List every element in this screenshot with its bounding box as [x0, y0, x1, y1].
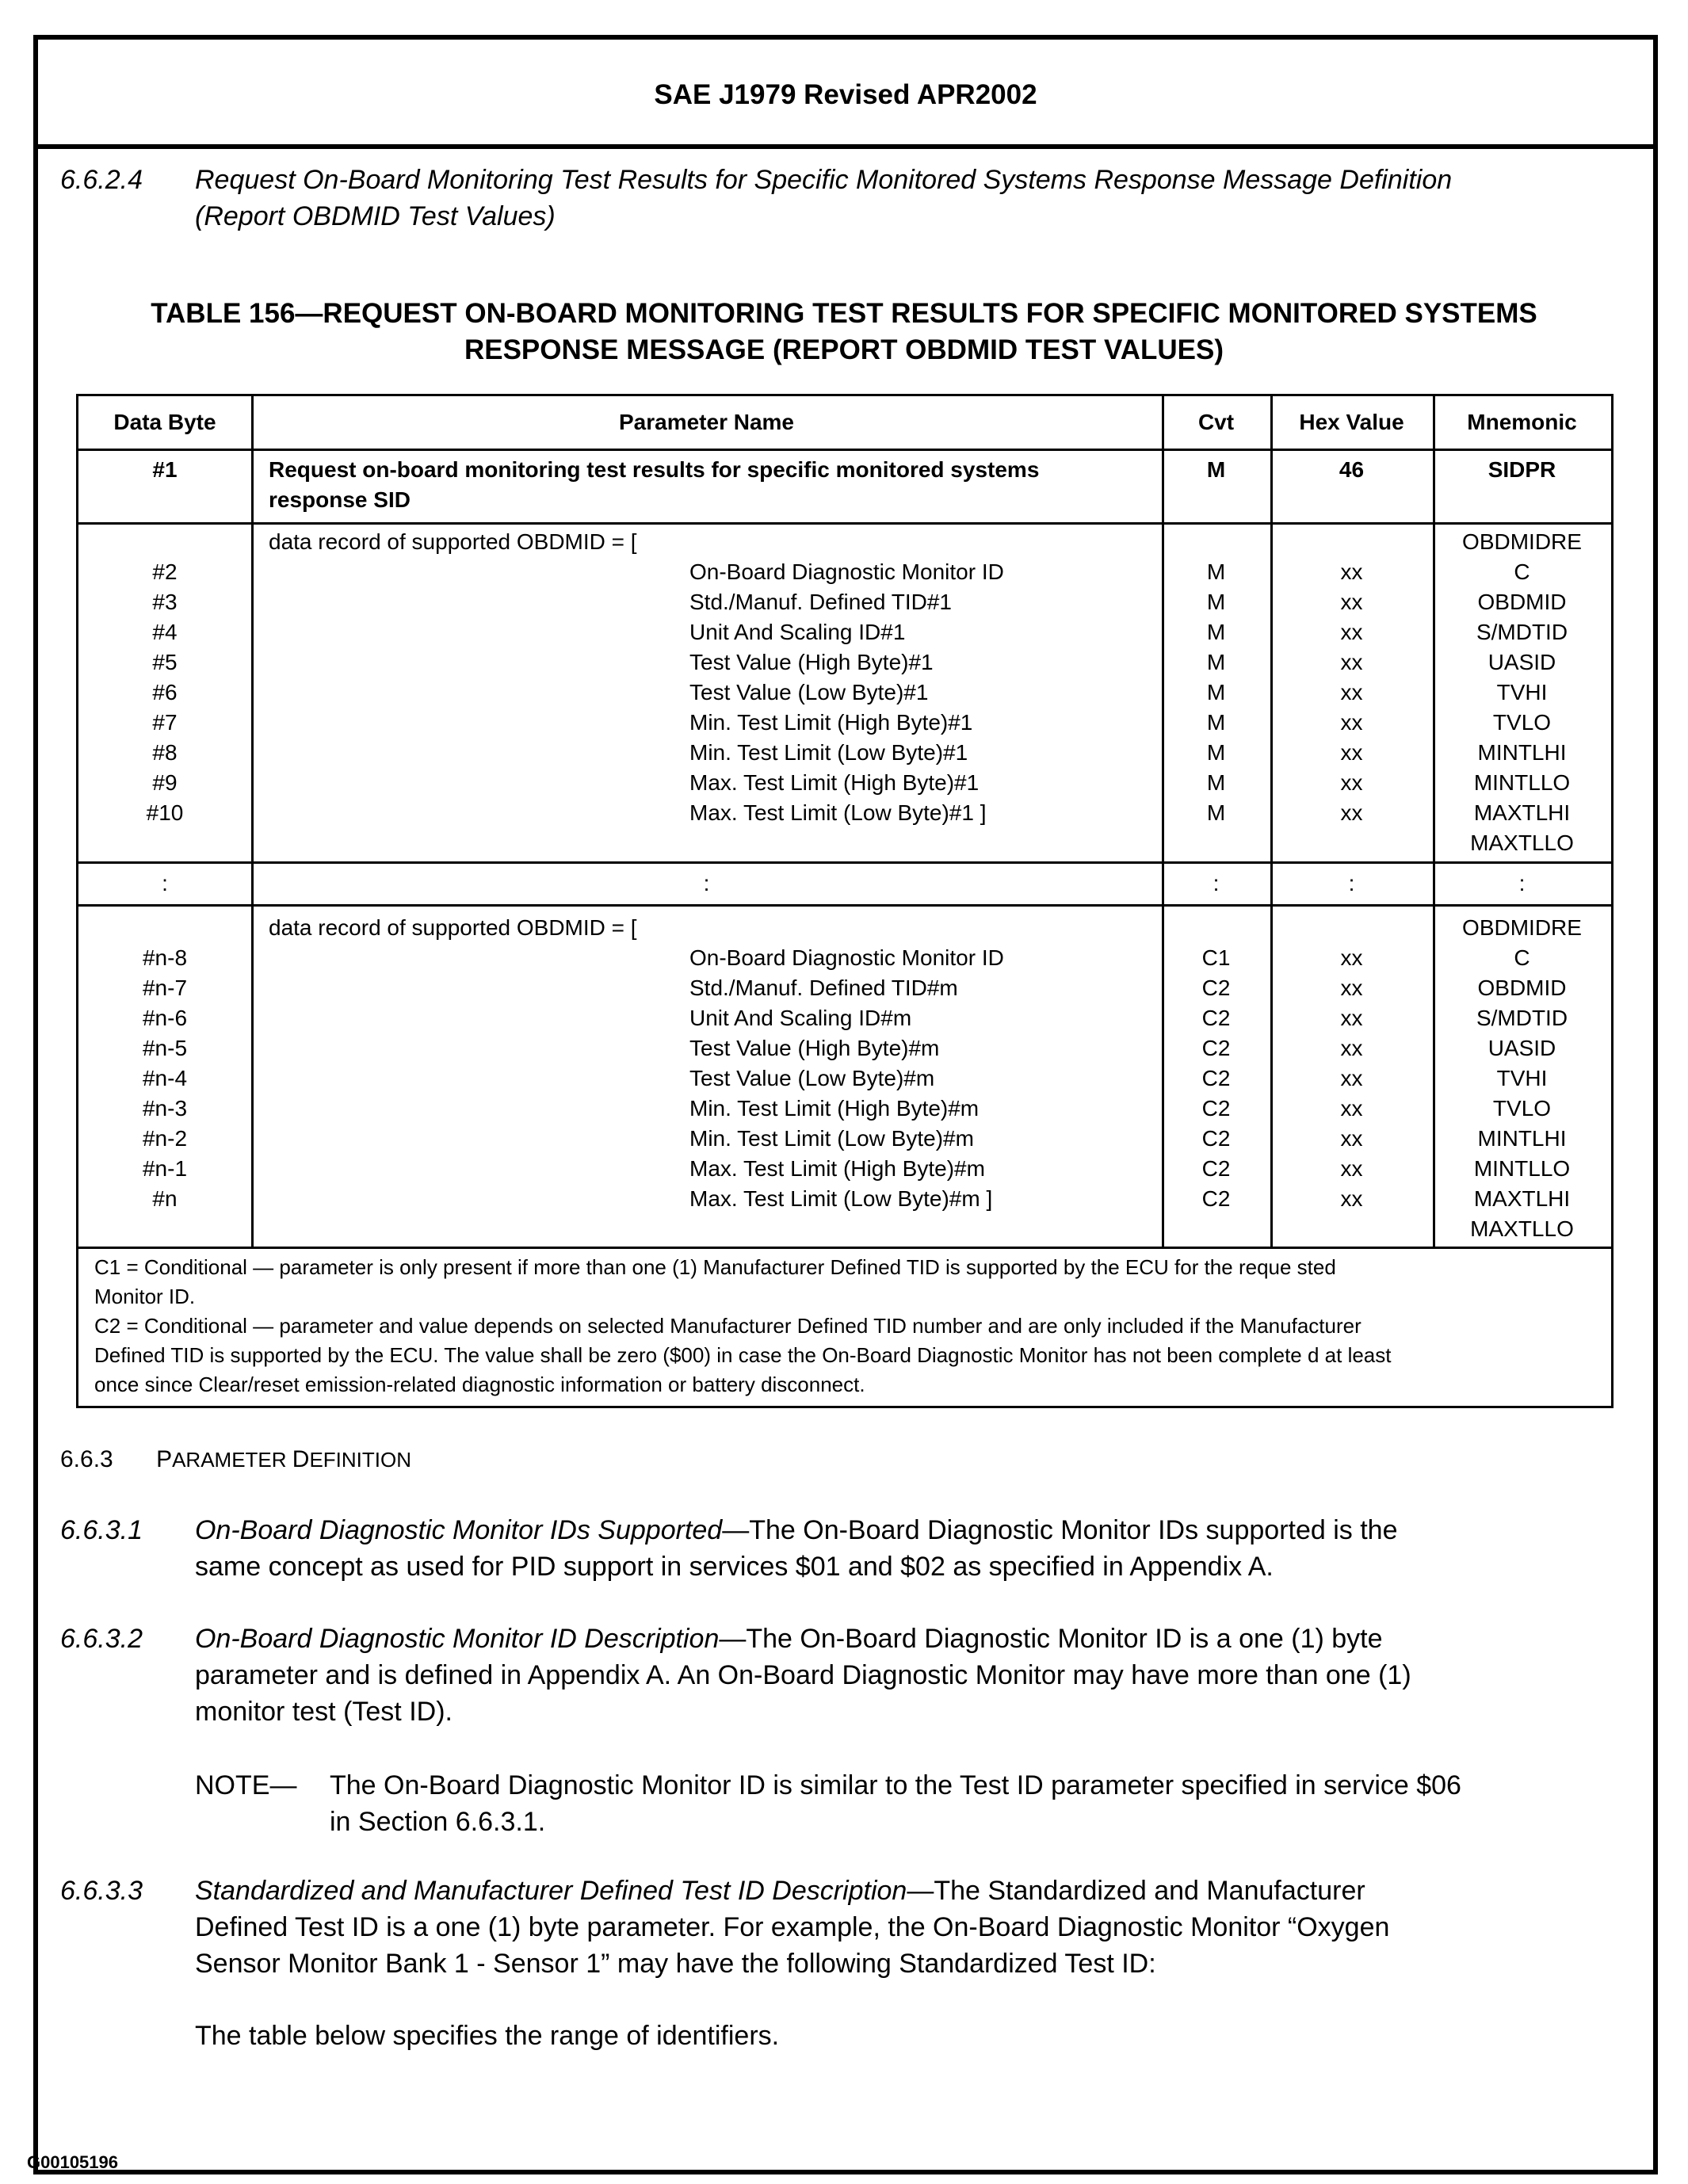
group1-hexes [1270, 557, 1433, 828]
column-header-mnemonic: Mnemonic [1467, 410, 1577, 434]
row1-mnemonic: SIDPR [1488, 457, 1556, 482]
table-cell: Min. Test Limit (High Byte)#1 [689, 710, 973, 735]
row-divider [78, 861, 1611, 864]
table-cell: xx [1340, 1156, 1363, 1181]
table-cell: Max. Test Limit (Low Byte)#1 ] [689, 800, 987, 825]
table-cell: C2 [1201, 1156, 1231, 1181]
table-cell: OBDMID [1477, 976, 1567, 1000]
table-cell: #5 [152, 650, 178, 674]
group1-mnemonics [1433, 527, 1611, 858]
section-number-6-6-2-4: 6.6.2.4 [60, 165, 143, 195]
row1-hex: 46 [1339, 457, 1365, 482]
table-cell: Test Value (Low Byte)#m [689, 1066, 935, 1090]
heading-letter: D [292, 1446, 310, 1472]
table-cell: #n-7 [142, 976, 188, 1000]
table-cell: xx [1340, 680, 1363, 704]
table-cell: xx [1340, 1126, 1363, 1151]
table-cell: Unit And Scaling ID#1 [689, 620, 906, 644]
table-cell: MINTLLO [1473, 770, 1571, 795]
section-number: 6.6.3 [60, 1446, 113, 1472]
header-band [38, 40, 1653, 149]
table-cell: M [1206, 650, 1226, 674]
table-cell: #6 [152, 680, 178, 704]
paragraph-6-6-3-1 [195, 1512, 1606, 1585]
table-cell: UASID [1488, 650, 1556, 674]
note-line: once since Clear/reset emission-related diagnostic information or battery disconnect. [94, 1373, 865, 1396]
table-cell: #3 [152, 590, 178, 614]
table-cell: MINTLHI [1477, 1126, 1567, 1151]
note-line: Monitor ID. [94, 1285, 196, 1308]
table-cell: MAXTLLO [1470, 1216, 1574, 1241]
section-number-6-6-3-1: 6.6.3.1 [60, 1515, 143, 1545]
document-code: G00105196 [27, 2152, 118, 2172]
group2-mnemonics [1433, 913, 1611, 1244]
row-divider [78, 522, 1611, 525]
row1-parameter-line: Request on-board monitoring test results for specific monitored systems [269, 457, 1040, 482]
group1-cvts [1162, 557, 1270, 828]
table-cell: Min. Test Limit (High Byte)#m [689, 1096, 980, 1121]
column-header-data-byte: Data Byte [113, 410, 216, 434]
table-cell: TVHI [1496, 1066, 1548, 1090]
table-cell: M [1206, 740, 1226, 765]
paragraph-line: parameter and is defined in Appendix A. An On-Board Diagnostic Monitor may have more than one (1) [195, 1660, 1411, 1690]
table-cell: #8 [152, 740, 178, 765]
table-title [79, 296, 1609, 368]
row1-byte: #1 [152, 457, 178, 482]
paragraph-line [195, 1873, 1606, 1909]
table-cell: C2 [1201, 1066, 1231, 1090]
row1-cvt: M [1206, 457, 1226, 482]
table-cell: TVHI [1496, 680, 1548, 704]
section-title-line: (Report OBDMID Test Values) [195, 201, 556, 231]
heading-smallcaps: EFINITION [309, 1448, 412, 1472]
row1-parameter-line: response SID [269, 487, 411, 512]
table-cell: xx [1340, 800, 1363, 825]
column-header-hex-value: Hex Value [1299, 410, 1404, 434]
section-title-6-6-2-4 [195, 162, 1606, 235]
table-cell: Test Value (High Byte)#m [689, 1036, 940, 1060]
table-cell: #n-2 [142, 1126, 188, 1151]
document-title: SAE J1979 Revised APR2002 [654, 79, 1037, 110]
heading-letter: P [156, 1446, 173, 1472]
table-cell: TVLO [1492, 1096, 1552, 1121]
obdmid-table [76, 394, 1614, 1408]
table-cell: C2 [1201, 1126, 1231, 1151]
table-cell: C1 [1201, 945, 1231, 970]
group2-intro: data record of supported OBDMID = [ [269, 915, 637, 940]
table-cell: C2 [1201, 1096, 1231, 1121]
note-line: The On-Board Diagnostic Monitor ID is similar to the Test ID parameter specified in service $06 [330, 1770, 1461, 1800]
table-cell: xx [1340, 559, 1363, 584]
table-cell: M [1206, 770, 1226, 795]
table-cell: Min. Test Limit (Low Byte)#m [689, 1126, 974, 1151]
paragraph-text: —The Standardized and Manufacturer [907, 1876, 1365, 1906]
table-cell: Max. Test Limit (Low Byte)#m ] [689, 1186, 993, 1211]
group1-bytes [78, 557, 251, 828]
paragraph-title: On-Board Diagnostic Monitor ID Description [195, 1624, 720, 1654]
table-cell: OBDMID [1477, 590, 1567, 614]
group2-cvts [1162, 943, 1270, 1214]
group2-hexes [1270, 943, 1433, 1214]
table-cell: C2 [1201, 1006, 1231, 1030]
table-cell: On-Board Diagnostic Monitor ID [689, 945, 1004, 970]
column-header-cvt: Cvt [1197, 410, 1235, 434]
group2-names [689, 943, 1157, 1214]
note-line: Defined TID is supported by the ECU. The value shall be zero ($00) in case the On-Board Diagnostic Monitor has not been complete d at least [94, 1343, 1392, 1367]
table-cell: xx [1340, 976, 1363, 1000]
table-cell: #n-3 [142, 1096, 188, 1121]
table-cell: C [1514, 559, 1530, 584]
section-heading-6-6-3 [60, 1446, 411, 1473]
ellipsis-parameter: : [703, 871, 710, 895]
table-cell: MAXTLHI [1473, 1186, 1571, 1211]
paragraph-text: —The On-Board Diagnostic Monitor IDs supported is the [722, 1515, 1398, 1545]
table-cell: #n-8 [142, 945, 188, 970]
table-cell: Std./Manuf. Defined TID#1 [689, 590, 952, 614]
paragraph-6-6-3-3 [195, 1873, 1606, 1982]
table-cell: UASID [1488, 1036, 1556, 1060]
table-cell: #4 [152, 620, 178, 644]
table-cell: MAXTLLO [1470, 830, 1574, 855]
paragraph-6-6-3-2 [195, 1621, 1606, 1730]
section-title-line: Request On-Board Monitoring Test Results for Specific Monitored Systems Response Message Definition [195, 165, 1453, 195]
table-cell: M [1206, 710, 1226, 735]
paragraph-line [195, 1512, 1606, 1548]
table-cell: #n-1 [142, 1156, 188, 1181]
table-cell: M [1206, 559, 1226, 584]
note-line: C2 = Conditional — parameter and value depends on selected Manufacturer Defined TID number and are only included if the Manufacturer [94, 1314, 1361, 1338]
table-cell: OBDMIDRE [1462, 529, 1582, 554]
table-cell: #7 [152, 710, 178, 735]
table-cell: #n-5 [142, 1036, 188, 1060]
table-cell: #2 [152, 559, 178, 584]
row1-parameter [269, 455, 1148, 515]
table-cell: S/MDTID [1476, 1006, 1568, 1030]
row-divider [78, 1247, 1611, 1249]
table-cell: #9 [152, 770, 178, 795]
paragraph-title: On-Board Diagnostic Monitor IDs Supported [195, 1515, 723, 1545]
table-cell: xx [1340, 1186, 1363, 1211]
table-cell: Std./Manuf. Defined TID#m [689, 976, 958, 1000]
table-cell: xx [1340, 1006, 1363, 1030]
paragraph-line: Defined Test ID is a one (1) byte parameter. For example, the On-Board Diagnostic Monitor “Oxygen [195, 1912, 1390, 1942]
table-cell: C [1514, 945, 1530, 970]
table-cell: Max. Test Limit (High Byte)#m [689, 1156, 985, 1181]
table-cell: Unit And Scaling ID#m [689, 1006, 912, 1030]
table-cell: MINTLHI [1477, 740, 1567, 765]
table-cell: xx [1340, 620, 1363, 644]
paragraph-line: Sensor Monitor Bank 1 - Sensor 1” may have the following Standardized Test ID: [195, 1949, 1156, 1979]
note-label: NOTE— [195, 1770, 297, 1800]
table-title-line: RESPONSE MESSAGE (REPORT OBDMID TEST VALUES) [464, 334, 1224, 365]
table-title-line: TABLE 156—REQUEST ON-BOARD MONITORING TEST RESULTS FOR SPECIFIC MONITORED SYSTEMS [151, 298, 1537, 329]
table-cell: xx [1340, 740, 1363, 765]
table-cell: MAXTLHI [1473, 800, 1571, 825]
row-divider [78, 449, 1611, 451]
table-cell: Max. Test Limit (High Byte)#1 [689, 770, 980, 795]
table-cell: M [1206, 620, 1226, 644]
table-cell: xx [1340, 1096, 1363, 1121]
paragraph-line: The table below specifies the range of identifiers. [195, 2021, 780, 2051]
ellipsis-byte: : [162, 871, 168, 895]
section-number-6-6-3-3: 6.6.3.3 [60, 1876, 143, 1906]
note-line: C1 = Conditional — parameter is only present if more than one (1) Manufacturer Defined TID is supported by the ECU for the reque sted [94, 1255, 1336, 1279]
table-cell: C2 [1201, 976, 1231, 1000]
ellipsis-mnemonic: : [1518, 871, 1526, 895]
table-cell: xx [1340, 770, 1363, 795]
group2-bytes [78, 943, 251, 1214]
table-cell: MINTLLO [1473, 1156, 1571, 1181]
table-cell: Min. Test Limit (Low Byte)#1 [689, 740, 968, 765]
table-cell: xx [1340, 590, 1363, 614]
table-cell: xx [1340, 1066, 1363, 1090]
table-cell: Test Value (Low Byte)#1 [689, 680, 929, 704]
table-cell: Test Value (High Byte)#1 [689, 650, 934, 674]
section-number-6-6-3-2: 6.6.3.2 [60, 1624, 143, 1654]
table-cell: #n [152, 1186, 178, 1211]
table-cell: xx [1340, 945, 1363, 970]
group1-intro: data record of supported OBDMID = [ [269, 529, 637, 554]
column-header-parameter-name: Parameter Name [618, 410, 795, 434]
table-cell: #10 [146, 800, 184, 825]
paragraph-title: Standardized and Manufacturer Defined Test ID Description [195, 1876, 907, 1906]
table-notes [94, 1253, 1600, 1399]
paragraph-text: —The On-Board Diagnostic Monitor ID is a one (1) byte [719, 1624, 1383, 1654]
paragraph-line [195, 1621, 1606, 1657]
paragraph-line: same concept as used for PID support in services $01 and $02 as specified in Appendix A. [195, 1552, 1274, 1582]
table-cell: xx [1340, 650, 1363, 674]
table-cell: xx [1340, 710, 1363, 735]
heading-smallcaps: ARAMETER [172, 1448, 292, 1472]
table-cell: OBDMIDRE [1462, 915, 1582, 940]
group1-names [689, 557, 1157, 828]
table-cell: C2 [1201, 1036, 1231, 1060]
table-cell: S/MDTID [1476, 620, 1568, 644]
table-cell: M [1206, 680, 1226, 704]
table-cell: C2 [1201, 1186, 1231, 1211]
table-cell: #n-6 [142, 1006, 188, 1030]
table-cell: M [1206, 590, 1226, 614]
paragraph-line: monitor test (Test ID). [195, 1697, 453, 1727]
table-cell: TVLO [1492, 710, 1552, 735]
note-line: in Section 6.6.3.1. [330, 1807, 546, 1837]
note-text [330, 1767, 1606, 1840]
table-cell: M [1206, 800, 1226, 825]
table-cell: #n-4 [142, 1066, 188, 1090]
table-cell: xx [1340, 1036, 1363, 1060]
ellipsis-hex: : [1348, 871, 1355, 895]
ellipsis-cvt: : [1213, 871, 1220, 895]
row-divider [78, 904, 1611, 907]
table-cell: On-Board Diagnostic Monitor ID [689, 559, 1004, 584]
